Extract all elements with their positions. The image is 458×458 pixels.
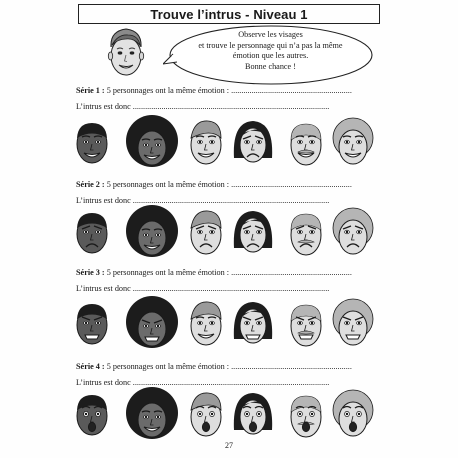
speech-line: et trouve le personnage qui n’a pas la même [198, 40, 343, 50]
man-short-hair-sad-face-icon[interactable] [72, 204, 112, 260]
woman-afro-angry-face-icon[interactable] [124, 295, 180, 351]
old-man-mustache-angry-face-icon[interactable] [284, 295, 328, 351]
old-woman-curly-surprised-face-icon[interactable] [330, 386, 376, 442]
speech-text [178, 30, 363, 72]
faces-row-3 [72, 295, 384, 351]
series-label: Série 1 : [76, 86, 105, 95]
man-blond-smile-face-icon[interactable] [184, 114, 228, 170]
series-label: Série 3 : [76, 268, 105, 277]
old-man-mustache-surprised-face-icon[interactable] [284, 386, 328, 442]
series-2-question [76, 180, 352, 189]
woman-bob-sad-face-icon[interactable] [232, 114, 274, 170]
man-short-hair-surprised-face-icon[interactable] [72, 386, 112, 442]
speech-line: émotion que les autres. [232, 51, 309, 61]
guide-boy-face-icon [104, 25, 148, 83]
faces-row-2 [72, 204, 384, 260]
answer-blank[interactable]: ........................................................... [231, 268, 352, 277]
intruder-blank[interactable]: ................................................................................................ [132, 284, 330, 293]
question-text: 5 personnages ont la même émotion : [104, 86, 232, 95]
series-3-question [76, 268, 352, 277]
woman-afro-smile-face-icon[interactable] [124, 114, 180, 170]
man-blond-smile-face-icon[interactable] [184, 295, 228, 351]
speech-line: Bonne chance ! [245, 61, 296, 71]
worksheet-title: Trouve l’intrus - Niveau 1 [78, 4, 380, 24]
series-label: Série 2 : [76, 180, 105, 189]
woman-bob-angry-face-icon[interactable] [232, 295, 274, 351]
faces-row-1 [72, 114, 384, 170]
answer-blank[interactable]: ........................................................... [231, 180, 352, 189]
intruder-blank[interactable]: ................................................................................................ [132, 102, 330, 111]
intruder-label: L’intrus est donc [76, 378, 133, 387]
man-blond-sad-face-icon[interactable] [184, 204, 228, 260]
question-text: 5 personnages ont la même émotion : [104, 362, 232, 371]
old-woman-curly-angry-face-icon[interactable] [330, 295, 376, 351]
page-number: 27 [225, 441, 233, 450]
man-short-hair-angry-face-icon[interactable] [72, 295, 112, 351]
answer-blank[interactable]: ........................................................... [231, 362, 352, 371]
intruder-label: L’intrus est donc [76, 196, 133, 205]
intruder-label: L’intrus est donc [76, 284, 133, 293]
intruder-blank[interactable]: ................................................................................................ [132, 196, 330, 205]
question-text: 5 personnages ont la même émotion : [104, 180, 232, 189]
intruder-blank[interactable]: ................................................................................................ [132, 378, 330, 387]
answer-blank[interactable]: ........................................................... [231, 86, 352, 95]
series-3-intruder [76, 284, 329, 293]
faces-row-4 [72, 386, 384, 442]
question-text: 5 personnages ont la même émotion : [104, 268, 232, 277]
old-woman-curly-sad-face-icon[interactable] [330, 204, 376, 260]
woman-bob-surprised-face-icon[interactable] [232, 386, 274, 442]
series-1-question [76, 86, 352, 95]
woman-afro-smile-face-icon[interactable] [124, 386, 180, 442]
man-short-hair-smile-face-icon[interactable] [72, 114, 112, 170]
old-woman-curly-smile-face-icon[interactable] [330, 114, 376, 170]
woman-bob-sad-face-icon[interactable] [232, 204, 274, 260]
series-label: Série 4 : [76, 362, 105, 371]
intruder-label: L’intrus est donc [76, 102, 133, 111]
speech-line: Observe les visages [238, 30, 303, 39]
woman-afro-smile-face-icon[interactable] [124, 204, 180, 260]
man-blond-surprised-face-icon[interactable] [184, 386, 228, 442]
old-man-mustache-smile-face-icon[interactable] [284, 114, 328, 170]
series-1-intruder [76, 102, 329, 111]
series-4-question [76, 362, 352, 371]
old-man-mustache-sad-face-icon[interactable] [284, 204, 328, 260]
